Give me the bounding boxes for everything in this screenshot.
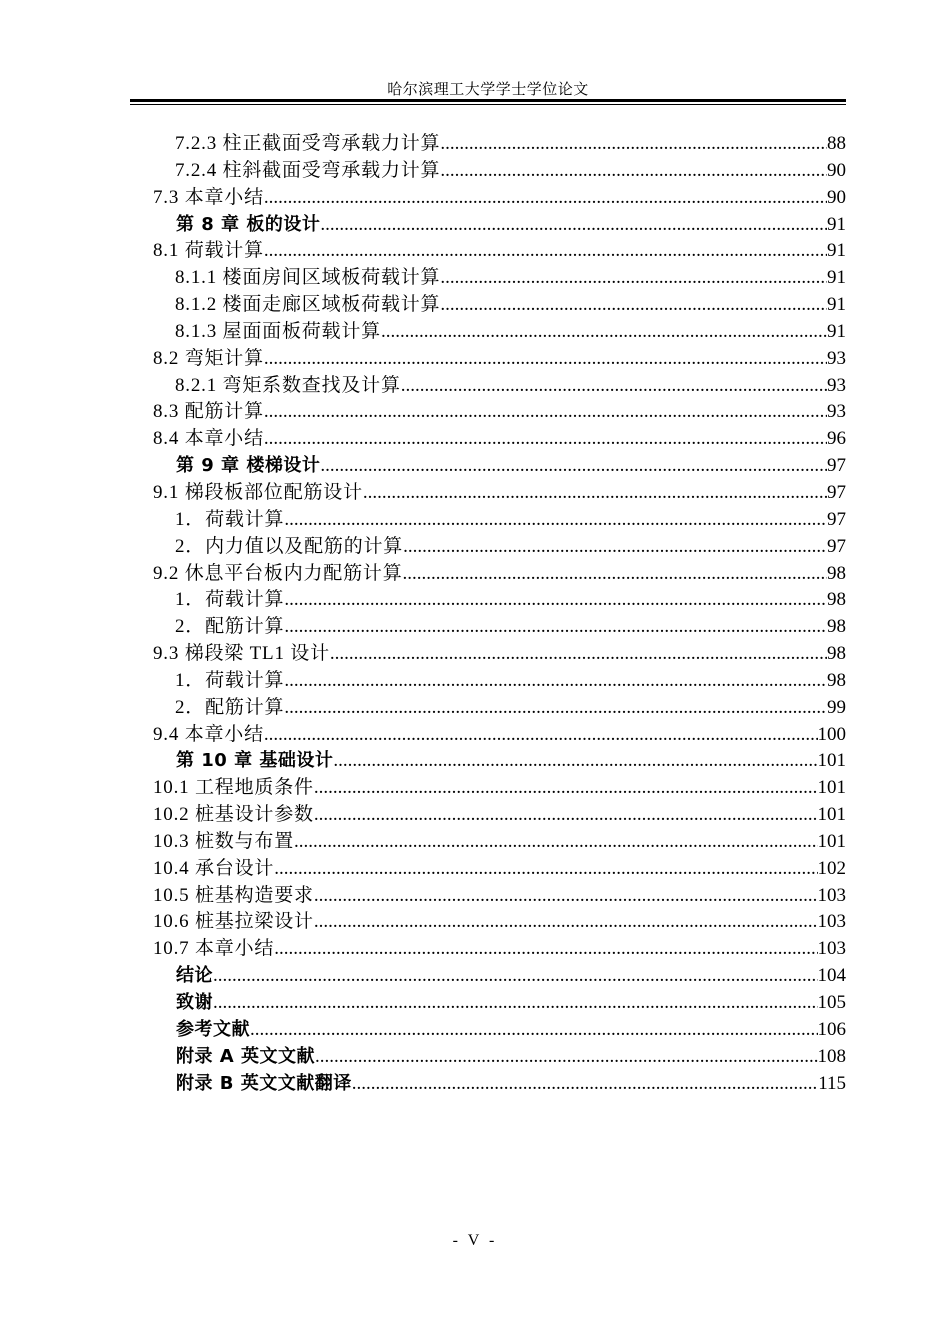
toc-entry[interactable] [176,1071,846,1098]
toc-dot-leader [403,534,827,561]
toc-entry-page: 102 [817,857,846,879]
toc-entry-label: 2．配筋计算 [175,616,285,638]
toc-entry-page: 106 [817,1018,846,1040]
toc-entry[interactable] [175,131,846,158]
toc-entry-label: 8.2 弯矩计算 [153,347,264,369]
toc-entry-page: 97 [827,481,846,503]
toc-entry-page: 91 [827,240,846,262]
toc-entry-label: 8.4 本章小结 [153,428,264,450]
toc-entry-page: 97 [827,508,846,530]
toc-entry[interactable] [175,373,846,400]
toc-dot-leader [264,722,818,749]
toc-entry-page: 108 [817,1045,846,1067]
toc-entry-page: 90 [827,159,846,181]
toc-entry-page: 93 [827,374,846,396]
toc-entry-page: 97 [827,535,846,557]
toc-dot-leader [314,775,818,802]
toc-entry[interactable] [175,507,846,534]
toc-entry[interactable] [175,614,846,641]
toc-entry-label: 10.7 本章小结 [153,938,275,960]
toc-entry-label: 第 8 章 板的设计 [176,213,321,235]
toc-entry-label: 9.4 本章小结 [153,723,264,745]
toc-dot-leader [330,641,827,668]
toc-entry-label: 7.2.3 柱正截面受弯承载力计算 [175,133,441,154]
toc-entry-page: 91 [827,213,846,235]
toc-entry[interactable] [176,748,846,775]
toc-entry-label: 8.1 荷载计算 [153,240,264,262]
running-header: 哈尔滨理工大学学士学位论文 [387,82,589,98]
toc-entry[interactable] [176,963,846,990]
toc-entry-page: 98 [827,562,846,584]
toc-entry[interactable] [175,265,846,292]
toc-entry-page: 91 [827,267,846,289]
toc-dot-leader [264,399,827,426]
toc-entry[interactable] [153,856,846,883]
toc-entry-page: 96 [827,428,846,450]
toc-dot-leader [440,292,827,319]
header-rule-thin [130,104,846,105]
toc-entry-label: 10.3 桩数与布置 [153,830,295,852]
toc-entry-page: 88 [827,133,846,154]
toc-dot-leader [401,373,827,400]
toc-dot-leader [284,587,827,614]
toc-entry[interactable] [175,158,846,185]
toc-dot-leader [274,856,817,883]
toc-entry-page: 104 [817,965,846,987]
toc-entry-label: 2．配筋计算 [175,696,285,718]
toc-entry-label: 10.1 工程地质条件 [153,777,314,799]
toc-entry-page: 91 [827,320,846,342]
toc-entry-label: 7.2.4 柱斜截面受弯承载力计算 [175,159,441,181]
toc-entry-label: 1．荷载计算 [175,508,285,530]
toc-entry-label: 附录 A 英文文献 [176,1045,315,1067]
toc-entry-page: 103 [817,911,846,933]
toc-entry-label: 致谢 [176,992,213,1013]
toc-entry-page: 98 [827,589,846,611]
toc-entry-page: 98 [827,669,846,691]
toc-entry[interactable] [153,641,846,668]
toc-entry-label: 7.3 本章小结 [153,186,264,208]
toc-entry[interactable] [153,185,846,212]
toc-entry[interactable] [153,561,846,588]
toc-entry-label: 8.2.1 弯矩系数查找及计算 [175,374,401,396]
toc-dot-leader [315,1044,818,1071]
toc-entry-page: 103 [817,884,846,906]
toc-entry[interactable] [153,722,846,749]
toc-dot-leader [333,748,817,775]
toc-entry-page: 100 [817,723,846,745]
toc-entry-label: 2．内力值以及配筋的计算 [175,535,404,557]
toc-entry-page: 91 [827,294,846,316]
toc-dot-leader [294,829,817,856]
toc-entry-label: 9.3 梯段梁 TL1 设计 [153,643,330,665]
toc-dot-leader [320,212,827,239]
toc-dot-leader [284,668,827,695]
toc-entry-label: 9.1 梯段板部位配筋设计 [153,481,363,503]
toc-entry[interactable] [153,238,846,265]
toc-entry-label: 10.6 桩基拉梁设计 [153,911,314,933]
toc-entry-label: 1．荷载计算 [175,669,285,691]
toc-entry-page: 101 [817,777,846,799]
toc-dot-leader [250,1017,818,1044]
toc-entry-page: 93 [827,347,846,369]
toc-dot-leader [264,185,827,212]
toc-entry-label: 9.2 休息平台板内力配筋计算 [153,562,403,584]
toc-entry[interactable] [175,534,846,561]
toc-dot-leader [314,909,818,936]
toc-dot-leader [381,319,827,346]
toc-entry-page: 98 [827,643,846,665]
toc-entry[interactable] [176,212,846,239]
toc-entry[interactable] [153,936,846,963]
toc-entry-label: 附录 B 英文文献翻译 [176,1072,352,1094]
toc-entry-page: 90 [827,186,846,208]
toc-entry-page: 101 [817,830,846,852]
toc-entry-label: 参考文献 [176,1018,250,1040]
toc-entry-label: 1．荷载计算 [175,589,285,611]
toc-dot-leader [264,238,827,265]
toc-entry[interactable] [175,292,846,319]
toc-dot-leader [264,426,827,453]
toc-entry-label: 第 10 章 基础设计 [176,750,334,772]
toc-entry[interactable] [153,480,846,507]
toc-entry[interactable] [153,883,846,910]
toc-entry-page: 101 [817,804,846,826]
toc-dot-leader [320,453,827,480]
toc-dot-leader [213,990,818,1017]
toc-entry[interactable] [175,587,846,614]
toc-entry-label: 8.1.3 屋面面板荷载计算 [175,320,381,342]
toc-entry[interactable] [153,829,846,856]
toc-entry-page: 101 [817,750,846,772]
table-of-contents [0,131,950,1097]
toc-entry[interactable] [175,668,846,695]
toc-entry-page: 93 [827,401,846,423]
toc-entry[interactable] [153,909,846,936]
toc-entry[interactable] [175,695,846,722]
toc-entry-label: 结论 [176,965,213,987]
toc-entry[interactable] [153,399,846,426]
page-number: - V - [452,1232,498,1249]
toc-entry-label: 10.5 桩基构造要求 [153,884,314,906]
toc-entry-label: 8.1.2 楼面走廊区域板荷载计算 [175,294,441,316]
toc-entry[interactable] [175,319,846,346]
toc-entry-page: 105 [817,992,846,1013]
toc-dot-leader [274,936,817,963]
toc-dot-leader [264,346,827,373]
toc-dot-leader [314,883,818,910]
toc-entry[interactable] [176,990,846,1017]
toc-entry[interactable] [176,453,846,480]
toc-entry[interactable] [153,775,846,802]
toc-entry-label: 8.3 配筋计算 [153,401,264,423]
header-rule-thick [130,99,846,102]
toc-entry-page: 97 [827,455,846,477]
toc-dot-leader [440,265,827,292]
toc-dot-leader [403,561,827,588]
toc-entry[interactable] [153,802,846,829]
toc-entry-label: 10.4 承台设计 [153,857,275,879]
toc-dot-leader [284,507,827,534]
toc-dot-leader [284,614,827,641]
toc-dot-leader [440,131,827,158]
toc-entry-label: 10.2 桩基设计参数 [153,804,314,826]
toc-entry-page: 99 [827,696,846,718]
toc-entry[interactable] [153,346,846,373]
toc-dot-leader [352,1071,818,1098]
toc-entry-page: 103 [817,938,846,960]
toc-entry[interactable] [176,1044,846,1071]
toc-dot-leader [363,480,827,507]
toc-dot-leader [213,963,818,990]
toc-dot-leader [284,695,827,722]
toc-entry-label: 第 9 章 楼梯设计 [176,455,321,477]
toc-entry-label: 8.1.1 楼面房间区域板荷载计算 [175,267,441,289]
toc-entry-page: 115 [818,1072,846,1094]
toc-entry[interactable] [153,426,846,453]
toc-dot-leader [440,158,827,185]
toc-entry-page: 98 [827,616,846,638]
toc-dot-leader [314,802,818,829]
toc-entry[interactable] [176,1017,846,1044]
